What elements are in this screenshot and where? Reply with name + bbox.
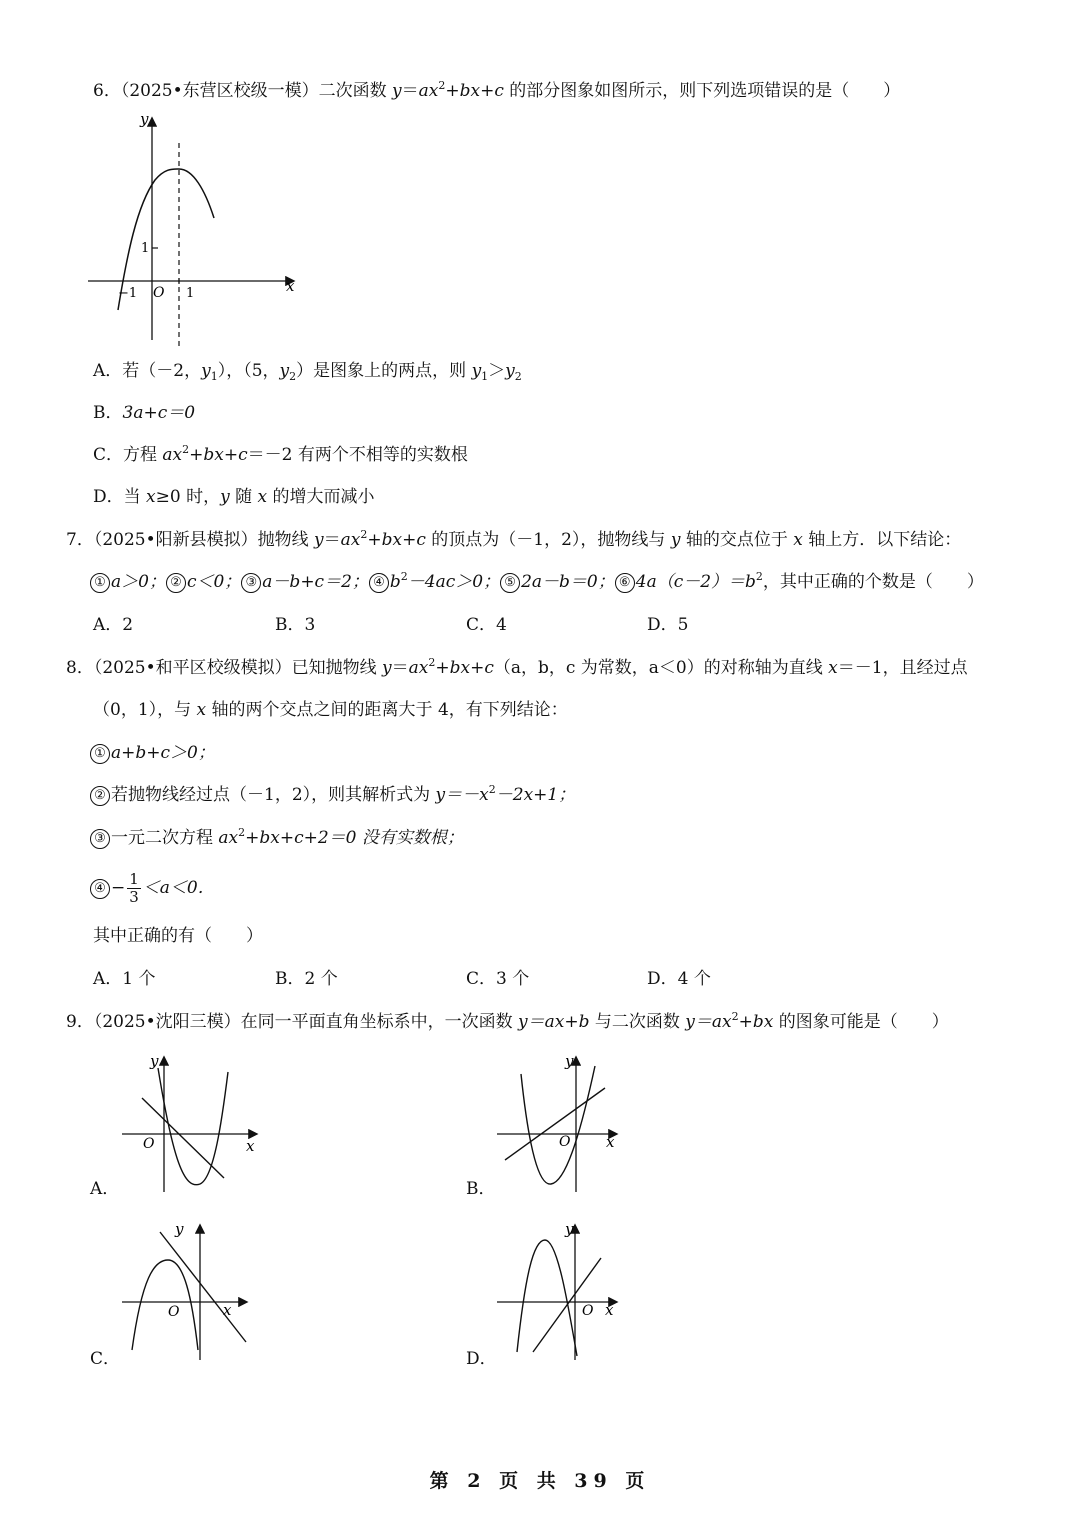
q9-a-y-label: y bbox=[150, 1052, 159, 1070]
q6-tick-xm1: −1 bbox=[118, 286, 138, 301]
q6-parabola-graph bbox=[85, 105, 310, 355]
q9-c-y-label: y bbox=[175, 1220, 184, 1238]
q9-a-x-label: x bbox=[246, 1137, 255, 1155]
q8-conclusion: 其中正确的有（ ） bbox=[93, 926, 263, 946]
q6-origin-label: O bbox=[153, 285, 165, 301]
q9-option-d-label: D． bbox=[466, 1349, 497, 1369]
q6-y-axis-label: y bbox=[140, 110, 149, 128]
q9-d-origin: O bbox=[582, 1303, 594, 1319]
q7-option-c: C．4 bbox=[466, 615, 507, 635]
q6-option-b: B．3a+c＝0 bbox=[93, 403, 196, 423]
one-third-fraction: $\frac{1}{3}$ bbox=[129, 870, 139, 906]
q8-statement-4: ④ − $\frac{1}{3}$ ＜a＜0． bbox=[90, 866, 215, 910]
q9-c-origin: O bbox=[168, 1304, 180, 1320]
q9-stem: 9．（2025•沈阳三模）在同一平面直角坐标系中，一次函数 y＝ax+b 与二次函数 $y=ax^2+bx$ 的图象可能是（ ） bbox=[66, 1010, 949, 1032]
q8-option-b: B．2 个 bbox=[275, 969, 338, 989]
q6-option-d: D．当 x≥0 时，y 随 x 的增大而减小 bbox=[93, 487, 375, 507]
q9-graph-d bbox=[493, 1218, 628, 1363]
q6-tick-y1: 1 bbox=[141, 241, 150, 256]
q7-option-b: B．3 bbox=[275, 615, 316, 635]
q8-statement-3: ③ 一元二次方程 $ax^2+bx+c+2=0$ 没有实数根； bbox=[90, 826, 464, 850]
q9-a-origin: O bbox=[143, 1136, 155, 1152]
q9-graph-c bbox=[118, 1218, 258, 1363]
q7-option-a: A．2 bbox=[93, 615, 134, 635]
q6-option-c: C．方程 $ax^2+bx+c=-2$ 有两个不相等的实数根 bbox=[93, 443, 468, 465]
q9-b-y-label: y bbox=[565, 1052, 574, 1070]
q7-option-d: D．5 bbox=[647, 615, 689, 635]
q9-d-x-label: x bbox=[605, 1301, 614, 1319]
q9-option-c-label: C． bbox=[90, 1349, 121, 1369]
q8-stem-line1: 8．（2025•和平区校级模拟）已知抛物线 $y=ax^2+bx+c(a$，b，c 为常数，a＜0）的对称轴为直线 x＝－1，且经过点 bbox=[66, 656, 968, 678]
q9-option-b-label: B． bbox=[466, 1179, 496, 1199]
q9-c-x-label: x bbox=[223, 1301, 232, 1319]
q8-option-d: D．4 个 bbox=[647, 969, 711, 989]
q6-x-axis-label: x bbox=[286, 277, 295, 295]
q9-graph-b bbox=[493, 1050, 628, 1195]
q8-option-c: C．3 个 bbox=[466, 969, 530, 989]
q9-graph-a bbox=[118, 1050, 268, 1195]
q8-statement-2: ② 若抛物线经过点（－1，2），则其解析式为 $y=-x^2-2x+1$； bbox=[90, 783, 575, 807]
q9-option-a-label: A． bbox=[90, 1179, 120, 1199]
q8-stem-line2: （0，1），与 x 轴的两个交点之间的距离大于 4，有下列结论： bbox=[93, 700, 568, 720]
q7-conclusions: ① a＞0； ② c＜0； ③ a－b+c＝2； ④ $b^2-4ac>0$； ⑤ 2a－b＝0； ⑥ $4a(c-2)=b^2$，其中正确的个数是（ ） bbox=[90, 570, 984, 594]
q9-b-x-label: x bbox=[606, 1133, 615, 1151]
q8-statement-1: ① a+b+c＞0； bbox=[90, 741, 215, 765]
q7-stem: 7．（2025•阳新县模拟）抛物线 $y=ax^2+bx+c$ 的顶点为（－1，2），抛物线与 y 轴的交点位于 x 轴上方．以下结论： bbox=[66, 528, 962, 550]
page-footer: 第 2 页 共 39 页 bbox=[429, 1470, 651, 1492]
q9-b-origin: O bbox=[559, 1134, 571, 1150]
q8-option-a: A．1 个 bbox=[93, 969, 156, 989]
q6-tick-x1: 1 bbox=[186, 286, 195, 301]
q9-d-y-label: y bbox=[565, 1220, 574, 1238]
q6-stem: 6．（2025•东营区校级一模）二次函数 $y=ax^2+bx+c$ 的部分图象如图所示，则下列选项错误的是（ ） bbox=[93, 79, 901, 101]
q6-option-a: A．若（－2，$y_1$），（5，$y_2$）是图象上的两点，则 $y_1>y_2$ bbox=[93, 361, 522, 383]
